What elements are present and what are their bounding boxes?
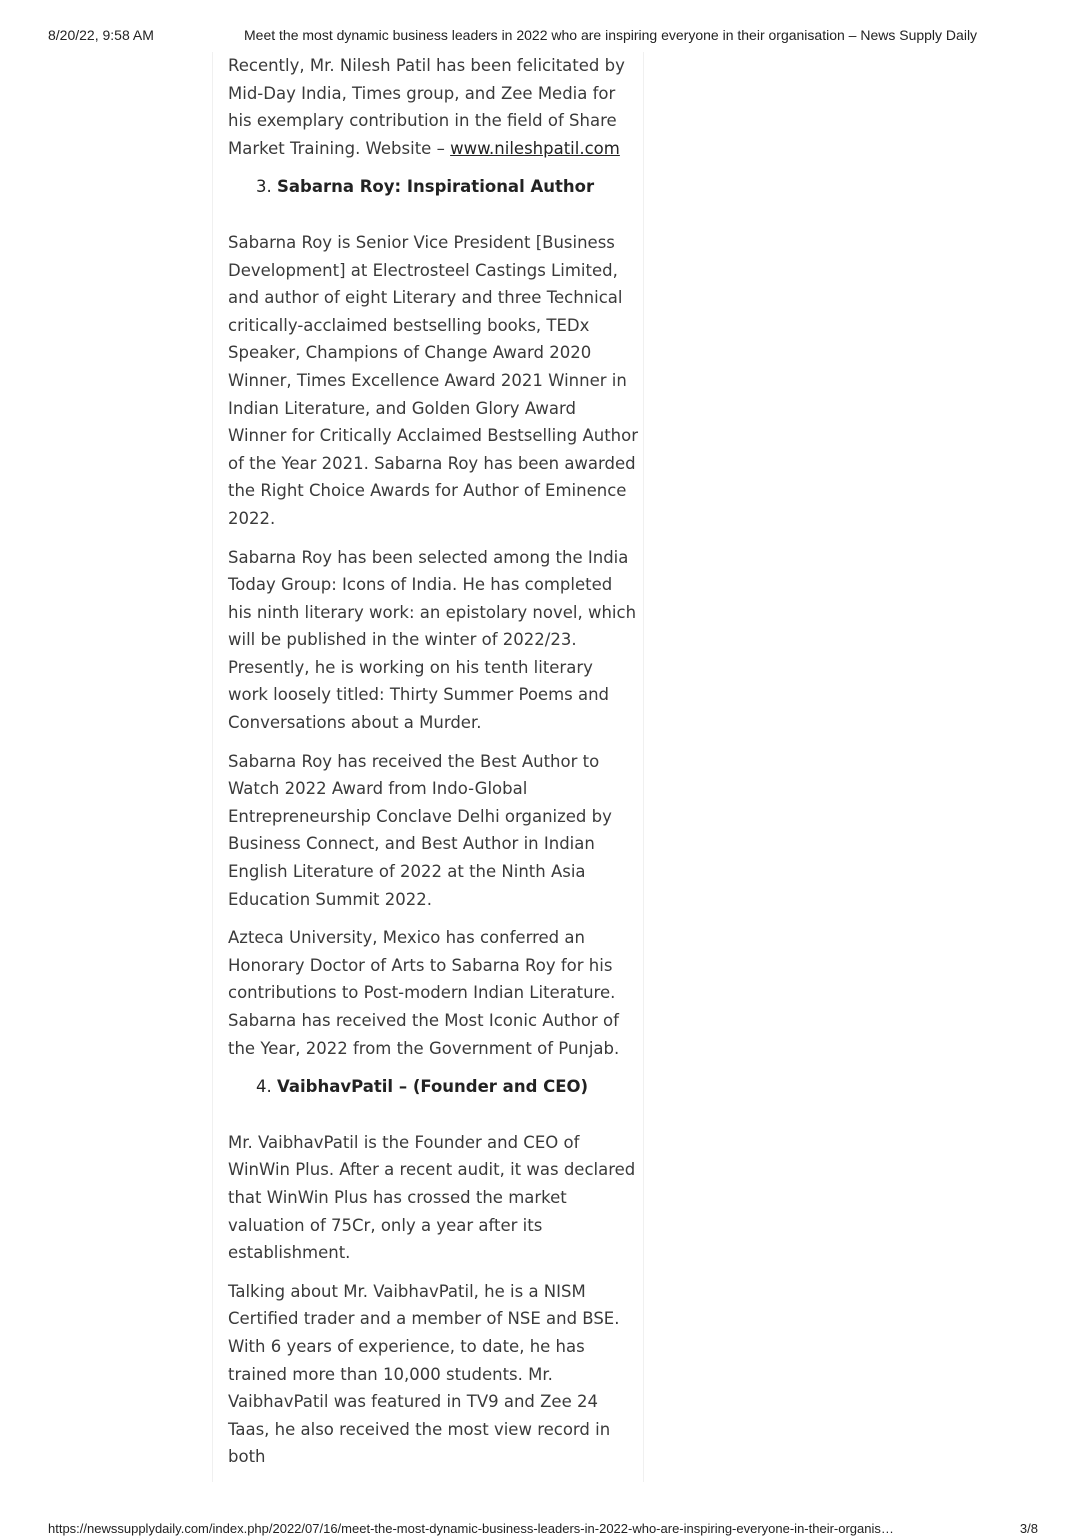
print-date: 8/20/22, 9:58 AM [48,27,154,43]
article-column [212,52,644,1482]
section-number: 3. [256,177,272,197]
print-page-title: Meet the most dynamic business leaders in 2022 who are inspiring everyone in their organisation – News Supply Daily [244,27,978,43]
article-paragraph: Sabarna Roy has received the Best Author to Watch 2022 Award from Indo-Global Entrepreneurship Conclave Delhi organized by Business Connect, and Best Author in Indian English Literature of 2022 at the Ninth Asia Education Summit 2022. [228,751,612,909]
section-number: 4. [256,1077,272,1097]
intro-paragraph [228,52,638,162]
section-heading-sabarna-roy [228,173,638,201]
article-paragraph: Talking about Mr. VaibhavPatil, he is a NISM Certified trader and a member of NSE and BSE. With 6 years of experience, to date, he has trained more than 10,000 students. Mr. VaibhavPatil was featured in TV9 and Zee 24 Taas, he also received the most view record in both [228,1281,620,1467]
article-paragraph: Sabarna Roy is Senior Vice President [Business Development] at Electrosteel Castings Limited, and author of eight Literary and three Technical critically-acclaimed bestselling books, TEDx Speaker, Champions of Change Award 2020 Winner, Times Excellence Award 2021 Winner in Indian Literature, and Golden Glory Award Winner for Critically Acclaimed Bestselling Author of the Year 2021. Sabarna Roy has been awarded the Right Choice Awards for Author of Eminence 2022. [228,232,638,528]
article-body [228,52,638,1482]
section-heading-vaibhav-patil [228,1073,638,1101]
print-header [48,27,1038,45]
article-paragraph: Mr. VaibhavPatil is the Founder and CEO of WinWin Plus. After a recent audit, it was declared that WinWin Plus has crossed the market valuation of 75Cr, only a year after its establishment. [228,1132,636,1263]
article-paragraph: Azteca University, Mexico has conferred an Honorary Doctor of Arts to Sabarna Roy for his contributions to Post-modern Indian Literature. Sabarna has received the Most Iconic Author of the Year, 2022 from the Government of Punjab. [228,928,620,1058]
page-number: 3/8 [1019,1521,1038,1536]
intro-text: Recently, Mr. Nilesh Patil has been felicitated by Mid-Day India, Times group, and Zee Media for his exemplary contribution in the field of Share Market Training. Website – [228,56,625,158]
print-url: https://newssupplydaily.com/index.php/2022/07/16/meet-the-most-dynamic-business-leaders-in-2022-who-are-inspiring-everyone-in-their-organis… [48,1521,894,1536]
section-title: VaibhavPatil – (Founder and CEO) [277,1077,589,1097]
website-link[interactable]: www.nileshpatil.com [450,138,620,158]
article-paragraph: Sabarna Roy has been selected among the India Today Group: Icons of India. He has completed his ninth literary work: an epistolary novel, which will be published in the winter of 2022/23. Presently, he is working on his tenth literary work loosely titled: Thirty Summer Poems and Conversations about a Murder. [228,547,637,733]
print-footer [48,1521,1038,1537]
section-title: Sabarna Roy: Inspirational Author [277,177,595,197]
